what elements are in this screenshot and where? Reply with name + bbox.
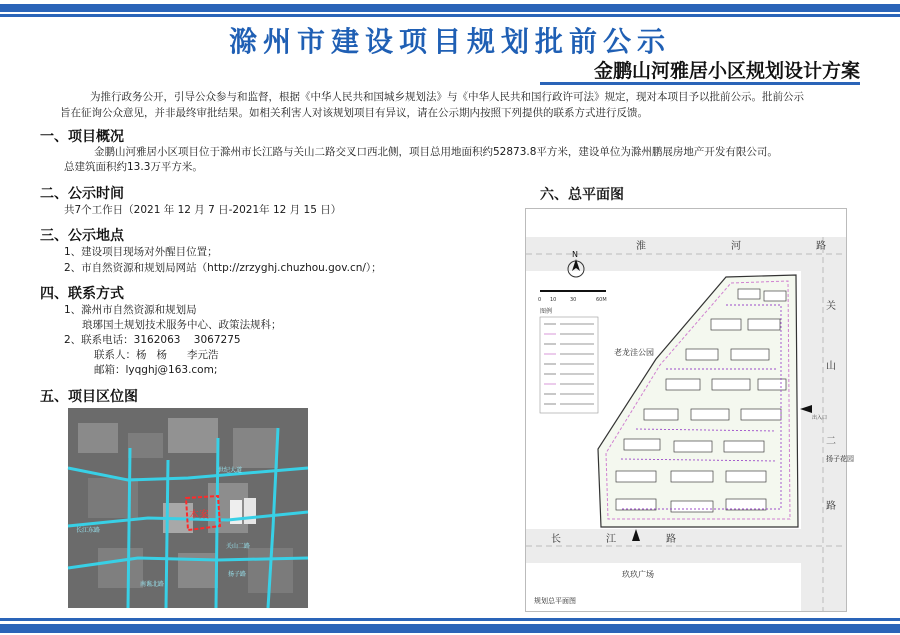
- site-plan-heading: 六、总平面图: [540, 187, 624, 203]
- map-road-2: 长江东路: [76, 527, 101, 534]
- overview-line-2: 总建筑面积约13.3万平方米。: [64, 161, 203, 173]
- location-heading: 三、公示地点: [40, 228, 124, 244]
- intro-line-2: 旨在征询公众意见，并非最终审批结果。如相关利害人对该规划项目有异议，请在公示期内按照下列提供的联系方式进行反馈。: [60, 107, 648, 119]
- contact-email[interactable]: 邮箱：lyqghj@163.com;: [94, 364, 218, 376]
- map-road-5: 扬子路: [228, 571, 247, 578]
- square-label: 玖玖广场: [622, 570, 654, 579]
- road-bottom-char-1: 长: [551, 534, 561, 545]
- road-right-char-1: 关: [826, 301, 836, 312]
- scale-60m: 60M: [596, 297, 607, 303]
- period-heading: 二、公示时间: [40, 186, 124, 202]
- intro-paragraph: [60, 89, 850, 121]
- plan-caption: 规划总平面图: [534, 597, 576, 605]
- road-bottom-char-3: 路: [666, 534, 676, 545]
- contact-org-1: 1、滁州市自然资源和规划局: [64, 304, 197, 316]
- road-top-char-1: 淮: [636, 241, 646, 252]
- road-bottom-char-2: 江: [606, 534, 616, 545]
- contact-phone: 2、联系电话：3162063 3067275: [64, 334, 241, 346]
- site-plan-graphic: [526, 209, 854, 611]
- road-right-char-2: 山: [826, 361, 836, 372]
- map-road-4: 世纪大道: [218, 467, 243, 474]
- subtitle-underline: [540, 82, 860, 85]
- park-label: 老龙洼公园: [614, 348, 654, 357]
- scale-10: 10: [550, 297, 557, 303]
- period-line: 共7个工作日（2021 年 12 月 7 日-2021年 12 月 15 日）: [64, 204, 342, 216]
- map-project-label: 本案: [189, 510, 209, 521]
- top-bar-thin-line: [0, 14, 900, 17]
- road-top-char-2: 河: [731, 241, 741, 252]
- page-subtitle: 金鹏山河雅居小区规划设计方案: [593, 60, 860, 82]
- contact-person: 联系人：杨 杨 李元浩: [94, 349, 219, 361]
- road-right-char-3: 二: [826, 436, 836, 447]
- entrance-label: 出入口: [812, 415, 828, 421]
- location-item-1: 1、建设项目现场对外醒目位置；: [64, 246, 218, 258]
- map-road-1: 南谯北路: [140, 581, 165, 588]
- site-plan: [525, 208, 854, 612]
- location-map-graphic: [68, 408, 308, 608]
- map-road-3: 关山二路: [226, 543, 251, 550]
- contact-heading: 四、联系方式: [40, 286, 124, 302]
- top-bar-thick-line: [0, 4, 900, 12]
- garden-label: 扬子花园: [826, 455, 854, 463]
- plan-legend: [540, 307, 598, 413]
- location-map-heading: 五、项目区位图: [40, 389, 138, 405]
- bottom-bar-thin-line: [0, 618, 900, 621]
- overview-heading: 一、项目概况: [40, 129, 124, 145]
- scale-30: 30: [570, 297, 577, 303]
- contact-org-2: 琅琊国土规划技术服务中心、政策法规科；: [82, 319, 282, 331]
- page-title: 滁州市建设项目规划批前公示: [228, 25, 671, 58]
- north-label: N: [572, 250, 578, 259]
- legend-title: 图例: [540, 308, 553, 315]
- location-item-2[interactable]: 2、市自然资源和规划局网站（http://zrzyghj.chuzhou.gov.cn/）；: [64, 262, 382, 274]
- scale-0: 0: [538, 297, 542, 303]
- location-map: [68, 408, 308, 608]
- road-right-char-4: 路: [826, 501, 836, 512]
- bottom-decorative-bar: [0, 618, 900, 635]
- bottom-bar-thick-line: [0, 624, 900, 633]
- intro-line-1: 为推行政务公开，引导公众参与和监督，根据《中华人民共和国城乡规划法》与《中华人民共和国行政许可法》规定，现对本项目予以批前公示。批前公示: [90, 91, 804, 103]
- overview-line-1: 金鹏山河雅居小区项目位于滁州市长江路与关山二路交叉口西北侧，项目总用地面积约52873.8平方米，建设单位为滁州鹏展房地产开发有限公司。: [94, 146, 778, 158]
- top-decorative-bar: [0, 0, 900, 20]
- road-top-char-3: 路: [816, 241, 826, 252]
